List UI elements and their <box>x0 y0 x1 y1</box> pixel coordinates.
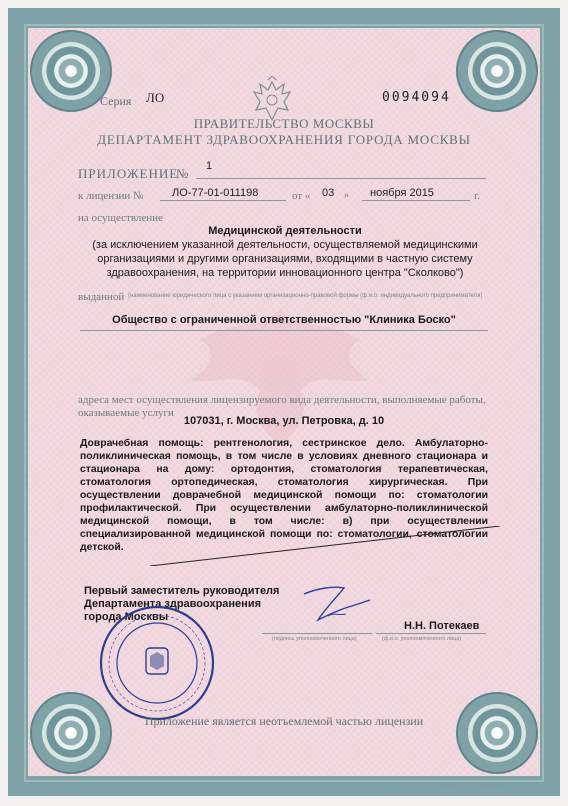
name-hint: (ф.и.о. уполномоченного лица) <box>382 636 462 642</box>
appendix-number-label: № <box>176 166 189 181</box>
form-number: 0094094 <box>382 90 451 105</box>
department-title: ДЕПАРТАМЕНТ ЗДРАВООХРАНЕНИЯ ГОРОДА МОСКВЫ <box>97 132 471 147</box>
print-code: А40Б <box>58 782 71 788</box>
signature-hint: (подпись уполномоченного лица) <box>272 636 357 642</box>
issued-label: выданной <box>78 291 125 303</box>
footer-note: Приложение является неотъемлемой частью лицензии <box>144 714 424 728</box>
company-name: Общество с ограниченной ответственностью "Клиника Боско" <box>112 314 456 326</box>
services-text: Доврачебная помощь: рентгенология, сестринское дело. Амбулаторно-поликлиническая помощь, в том числе в условиях дневного стационара и стационара на дому: ортодонтия, стоматология терапевтическая, стоматология ортопедическая, стоматология хирургическая. При осуществлении доврачебной медицинской помощи по: стоматологии профилактической. При осуществлении амбулаторно-поликлинической медицинской помощи, в том числе: в) при осуществлении специализированной медицинской помощи по: стоматологии, стоматологии детской. <box>80 438 488 553</box>
license-day: 03 <box>322 187 335 199</box>
signer-position: Первый заместитель руководителя Департамента здравоохранения города Москвы <box>84 585 280 623</box>
appendix-number: 1 <box>206 160 213 172</box>
appendix-label: ПРИЛОЖЕНИЕ <box>78 166 179 181</box>
series-label: Серия <box>100 94 132 108</box>
appendix-underline <box>196 178 486 179</box>
company-underline <box>80 330 488 331</box>
license-month-year: ноября 2015 <box>370 187 434 199</box>
signature-underline <box>262 633 372 634</box>
license-day-close: » <box>344 190 349 201</box>
activity-description: (за исключением указанной деятельности, осуществляемой медицинскими организациями и другими организациями, входящими в частную систему здравоохранения, на территории инновационного центра "Сколково") <box>92 239 478 279</box>
corner-rosette-icon <box>456 30 538 112</box>
activity-title: Медицинской деятельности <box>208 225 362 237</box>
license-number: ЛО-77-01-011198 <box>172 187 259 199</box>
strike-through-line <box>150 526 500 566</box>
issued-hint: (наименование юридического лица с указанием организационно-правовой формы (ф.и.о. индивидуального предпринимателя) <box>128 293 483 299</box>
activity-block <box>80 224 490 280</box>
official-stamp-icon <box>98 604 216 722</box>
address-label: адреса мест осуществления лицензируемого вида деятельности, выполняемые работы, оказываемые услуги <box>78 394 486 419</box>
government-title: ПРАВИТЕЛЬСТВО МОСКВЫ <box>193 116 375 131</box>
license-year-suffix: г. <box>474 190 481 202</box>
signer-name: Н.Н. Потекаев <box>404 620 480 632</box>
license-date-underline <box>362 200 470 201</box>
printer-info: ООО «ИТТРИ», г. Москва, 2014 год, уровень Б <box>396 782 504 788</box>
name-underline <box>376 633 486 634</box>
activity-label: на осуществление <box>78 212 163 224</box>
series-value: ЛО <box>146 90 165 105</box>
corner-rosette-icon <box>456 692 538 774</box>
license-number-underline <box>160 200 286 201</box>
handwritten-signature-icon <box>300 580 372 624</box>
license-number-label: к лицензии № <box>78 190 144 202</box>
license-date-label: от « <box>292 190 311 202</box>
address-value: 107031, г. Москва, ул. Петровка, д. 10 <box>183 415 385 427</box>
